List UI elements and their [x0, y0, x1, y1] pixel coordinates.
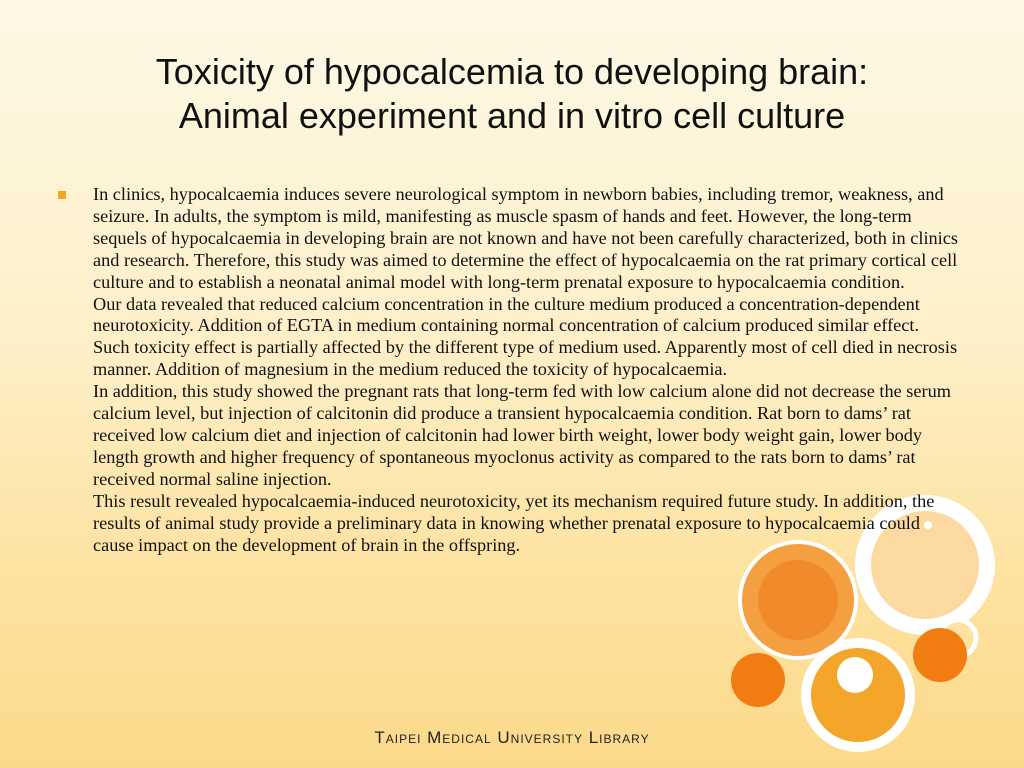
footer-library-name: Taipei Medical University Library [374, 728, 650, 747]
title-line-2: Animal experiment and in vitro cell culture [178, 95, 846, 136]
left-small-orange-circle [731, 653, 785, 707]
paragraph-intro: In clinics, hypocalcaemia induces severe neurological symptom in newborn babies, including tremor, weakness, and seizure. In adults, the symptom is mild, manifesting as muscle spasm of hands and feet. However, the long-term sequels of hypocalcaemia in developing brain are not known and have not been carefully characterized, both in clinics and research. Therefore, this study was aimed to determine the effect of hypocalcaemia on the rat primary cortical cell culture and to establish a neonatal animal model with long-term prenatal exposure to hypocalcaemia condition. [93, 184, 958, 292]
paragraph-animal-study: In addition, this study showed the pregnant rats that long-term fed with low calcium alone did not decrease the serum calcium level, but injection of calcitonin did produce a transient hypocalcaemia condition. Rat born to dams’ rat received low calcium diet and injection of calcitonin had lower birth weight, lower body weight gain, lower body length growth and higher frequency of spontaneous myoclonus activity as compared to the rats born to dams’ rat received normal saline injection. [93, 381, 951, 489]
title-line-1: Toxicity of hypocalcemia to developing brain: [155, 51, 869, 92]
paragraph-results: Our data revealed that reduced calcium concentration in the culture medium produced a concentration-dependent neurotoxicity. Addition of EGTA in medium containing normal concentration of calcium produced similar effect. Such toxicity effect is partially affected by the different type of medium used. Apparently most of cell died in necrosis manner. Addition of magnesium in the medium reduced the toxicity of hypocalcaemia. [93, 293, 958, 380]
right-orange-circle [913, 628, 967, 682]
bullet-body [93, 184, 959, 556]
paragraph-conclusion: This result revealed hypocalcaemia-induced neurotoxicity, yet its mechanism required future study. In addition, the results of animal study provide a preliminary data in knowing whether prenatal exposure to hypocalcaemia could cause impact on the development of brain in the offspring. [93, 490, 935, 555]
big-orange-inner-circle [758, 560, 838, 640]
lower-ring-hole [837, 657, 873, 693]
